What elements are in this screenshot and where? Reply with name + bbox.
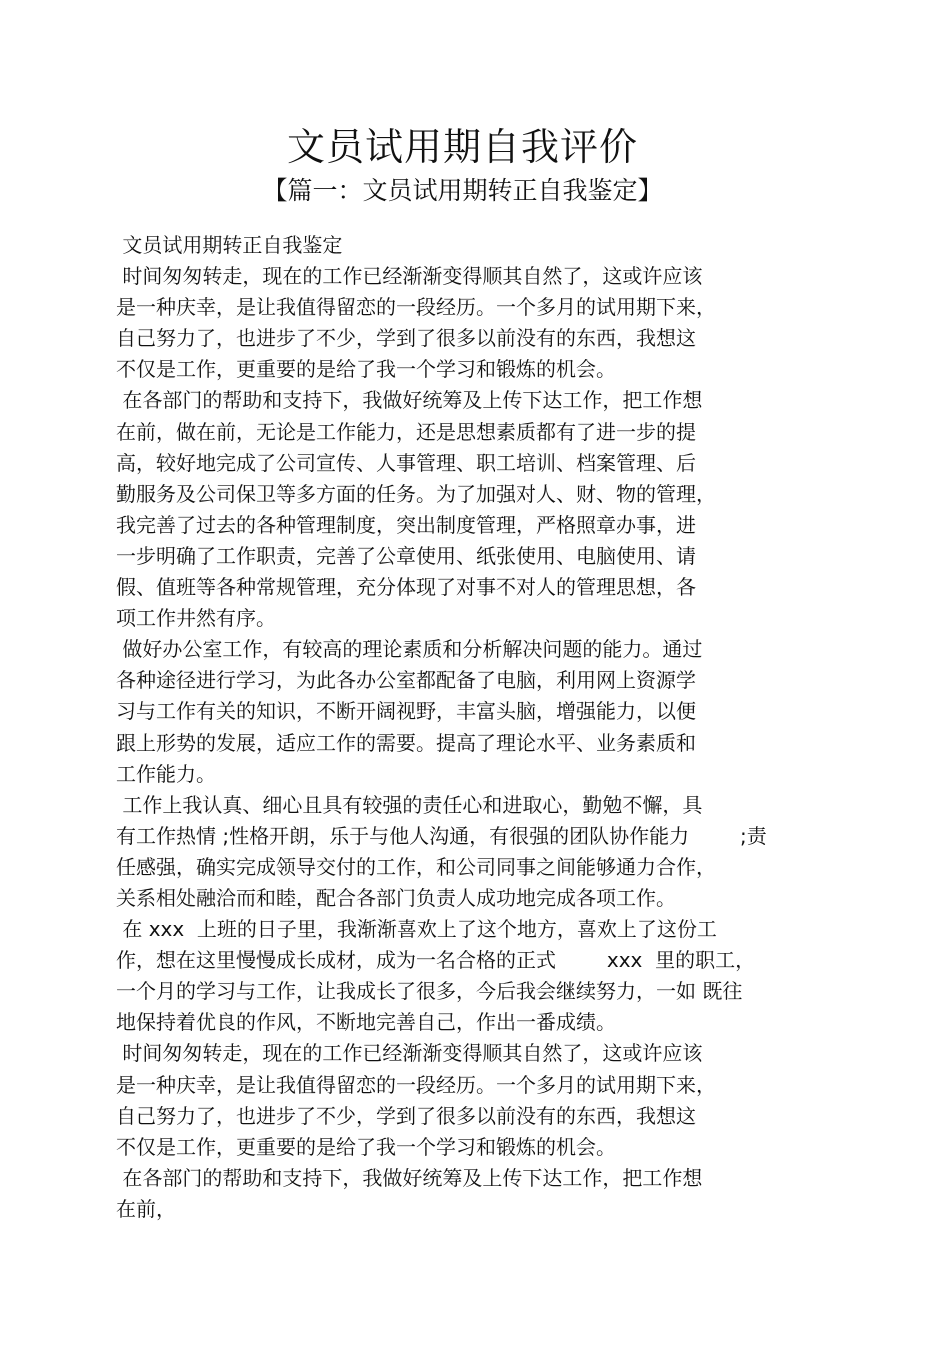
body-line: 不仅是工作，更重要的是给了我一个学习和锻炼的机会。 — [116, 1134, 616, 1159]
body-line: 地保持着优良的作风，不断地完善自己，作出一番成绩。 — [116, 1010, 616, 1035]
body-line: 在 xxx 上班的日子里，我渐渐喜欢上了这个地方，喜欢上了这份工 — [116, 917, 717, 942]
body-line: 勤服务及公司保卫等多方面的任务。为了加强对人、财、物的管理， — [116, 481, 716, 506]
body-line: 一步明确了工作职责，完善了公章使用、纸张使用、电脑使用、请 — [116, 543, 696, 568]
body-line: 在前， — [116, 1196, 176, 1221]
body-line: 习与工作有关的知识，不断开阔视野，丰富头脑，增强能力，以便 — [116, 699, 696, 724]
body-line: 时间匆匆转走，现在的工作已经渐渐变得顺其自然了，这或许应该 — [116, 1041, 703, 1066]
body-line: 做好办公室工作，有较高的理论素质和分析解决问题的能力。通过 — [116, 637, 703, 662]
body-line: 工作能力。 — [116, 761, 216, 786]
body-line: 是一种庆幸，是让我值得留恋的一段经历。一个多月的试用期下来， — [116, 295, 716, 320]
body-line: 是一种庆幸，是让我值得留恋的一段经历。一个多月的试用期下来， — [116, 1072, 716, 1097]
body-line: 不仅是工作，更重要的是给了我一个学习和锻炼的机会。 — [116, 357, 616, 382]
body-line: 有工作热情 ;性格开朗，乐于与他人沟通，有很强的团队协作能力 ;责 — [116, 823, 767, 848]
body-line: 在各部门的帮助和支持下，我做好统筹及上传下达工作，把工作想 — [116, 388, 703, 413]
body-line: 假、值班等各种常规管理，充分体现了对事不对人的管理思想，各 — [116, 575, 696, 600]
body-line: 项工作井然有序。 — [116, 606, 276, 631]
body-line: 任感强，确实完成领导交付的工作，和公司同事之间能够通力合作， — [116, 854, 716, 879]
body-line: 文员试用期转正自我鉴定 — [116, 233, 343, 257]
body-line: 我完善了过去的各种管理制度，突出制度管理，严格照章办事，进 — [116, 512, 696, 537]
body-line: 各种途径进行学习，为此各办公室都配备了电脑，利用网上资源学 — [116, 668, 696, 693]
body-line: 工作上我认真、细心且具有较强的责任心和进取心，勤勉不懈，具 — [116, 792, 703, 817]
body-line: 关系相处融洽而和睦，配合各部门负责人成功地完成各项工作。 — [116, 885, 676, 910]
document-body — [116, 230, 836, 1225]
body-line: 跟上形势的发展，适应工作的需要。提高了理论水平、业务素质和 — [116, 730, 696, 755]
body-line: 一个月的学习与工作，让我成长了很多，今后我会继续努力，一如 既往 — [116, 979, 743, 1004]
body-line: 自己努力了，也进步了不少，学到了很多以前没有的东西，我想这 — [116, 1103, 696, 1128]
body-line: 高，较好地完成了公司宣传、人事管理、职工培训、档案管理、后 — [116, 450, 696, 475]
document-subtitle: 【篇一：文员试用期转正自我鉴定】 — [262, 176, 663, 205]
body-line: 作，想在这里慢慢成长成材，成为一名合格的正式 xxx 里的职工， — [116, 948, 756, 973]
document-title: 文员试用期自我评价 — [286, 125, 638, 169]
body-line: 在各部门的帮助和支持下，我做好统筹及上传下达工作，把工作想 — [116, 1165, 703, 1190]
body-line: 时间匆匆转走，现在的工作已经渐渐变得顺其自然了，这或许应该 — [116, 264, 703, 289]
body-line: 在前，做在前，无论是工作能力，还是思想素质都有了进一步的提 — [116, 419, 696, 444]
body-line: 自己努力了，也进步了不少，学到了很多以前没有的东西，我想这 — [116, 326, 696, 351]
